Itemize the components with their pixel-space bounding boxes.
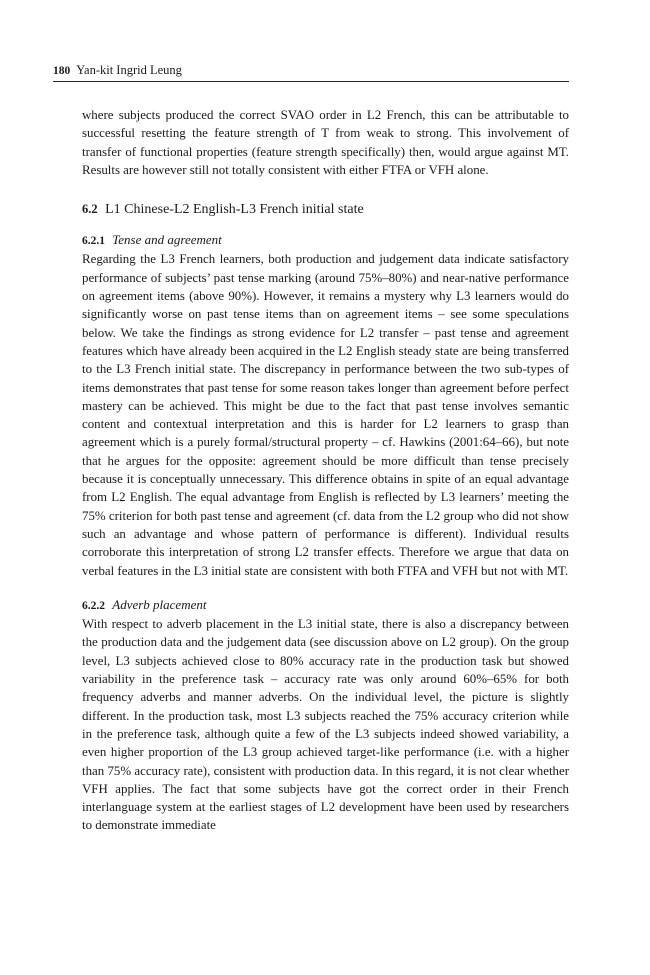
- page-number: 180: [53, 65, 71, 77]
- subsection-title: Adverb placement: [112, 596, 207, 612]
- running-header-author: Yan-kit Ingrid Leung: [76, 63, 182, 77]
- section-title: L1 Chinese-L2 English-L3 French initial state: [105, 202, 364, 218]
- intro-paragraph: where subjects produced the correct SVAO order in L2 French, this can be attributable to successful resetting the feature strength of T from weak to strong. This involvement of transfer of functional properties (feature strength specifically) then, would argue against MT. Results are however still not totally consistent with either FTFA or VFH alone.: [82, 108, 569, 177]
- subsection-number: 6.2.1: [82, 235, 105, 248]
- adverb-placement-paragraph: With respect to adverb placement in the L3 initial state, there is also a discrepancy between the production data and the judgement data (see discussion above on L2 group). On the group level, L3 subjects achieved close to 80% accuracy rate in the production task but showed variability in the preference task – accuracy rate was only around 60%–65% for both frequency adverbs and manner adverbs. On the individual level, the picture is slightly different. In the production task, most L3 subjects reached the 75% accuracy criterion while in the preference task, although quite a few of the L3 subjects indeed showed variability, a even higher proportion of the L3 group achieved target-like performance (i.e. with a higher than 75% accuracy rate), consistent with production data. In this regard, it is not clear whether VFH applies. The fact that some subjects have got the correct order in their French interlanguage system at the earliest stages of L2 development have been used by researchers to demonstrate immediate: [82, 617, 569, 833]
- subsection-heading-tense-agreement: [82, 231, 569, 250]
- running-header: [53, 62, 569, 82]
- tense-agreement-paragraph: Regarding the L3 French learners, both production and judgement data indicate satisfactory performance of subjects’ past tense marking (around 75%–80%) and near-native performance on agreement items (above 90%). However, it remains a mystery why L3 learners would do significantly worse on past tense items than on agreement items – see some speculations below. We take the findings as strong evidence for L2 transfer – past tense and agreement features which have already been acquired in the L2 English steady state are being transferred to the L3 French initial state. The discrepancy in performance between the two sub-types of items demonstrates that past tense for some reason takes longer than agreement before perfect mastery can be achieved. This might be due to the fact that past tense involves semantic content and contextual interpretation and this is harder for L2 learners to grasp than agreement which is a purely formal/structural property – cf. Hawkins (2001:64–66), but note that he argues for the opposite: agreement should be more difficult than tense precisely because it is conceptually unnecessary. This difference obtains in spite of an equal advantage from L2 English. The equal advantage from English is reflected by L3 learners’ meeting the 75% criterion for both past tense and agreement (cf. data from the L2 group who did not show such an advantage and whose pattern of performance is different). Individual results corroborate this interpretation of strong L2 transfer effects. Therefore we argue that data on verbal features in the L3 initial state are consistent with both FTFA and VFH but not with MT.: [82, 252, 569, 578]
- subsection-heading-adverb-placement: [82, 596, 569, 615]
- section-number: 6.2: [82, 202, 98, 217]
- subsection-title: Tense and agreement: [112, 232, 222, 248]
- subsection-number: 6.2.2: [82, 599, 105, 612]
- page-body: [82, 106, 569, 835]
- section-heading: [82, 200, 569, 219]
